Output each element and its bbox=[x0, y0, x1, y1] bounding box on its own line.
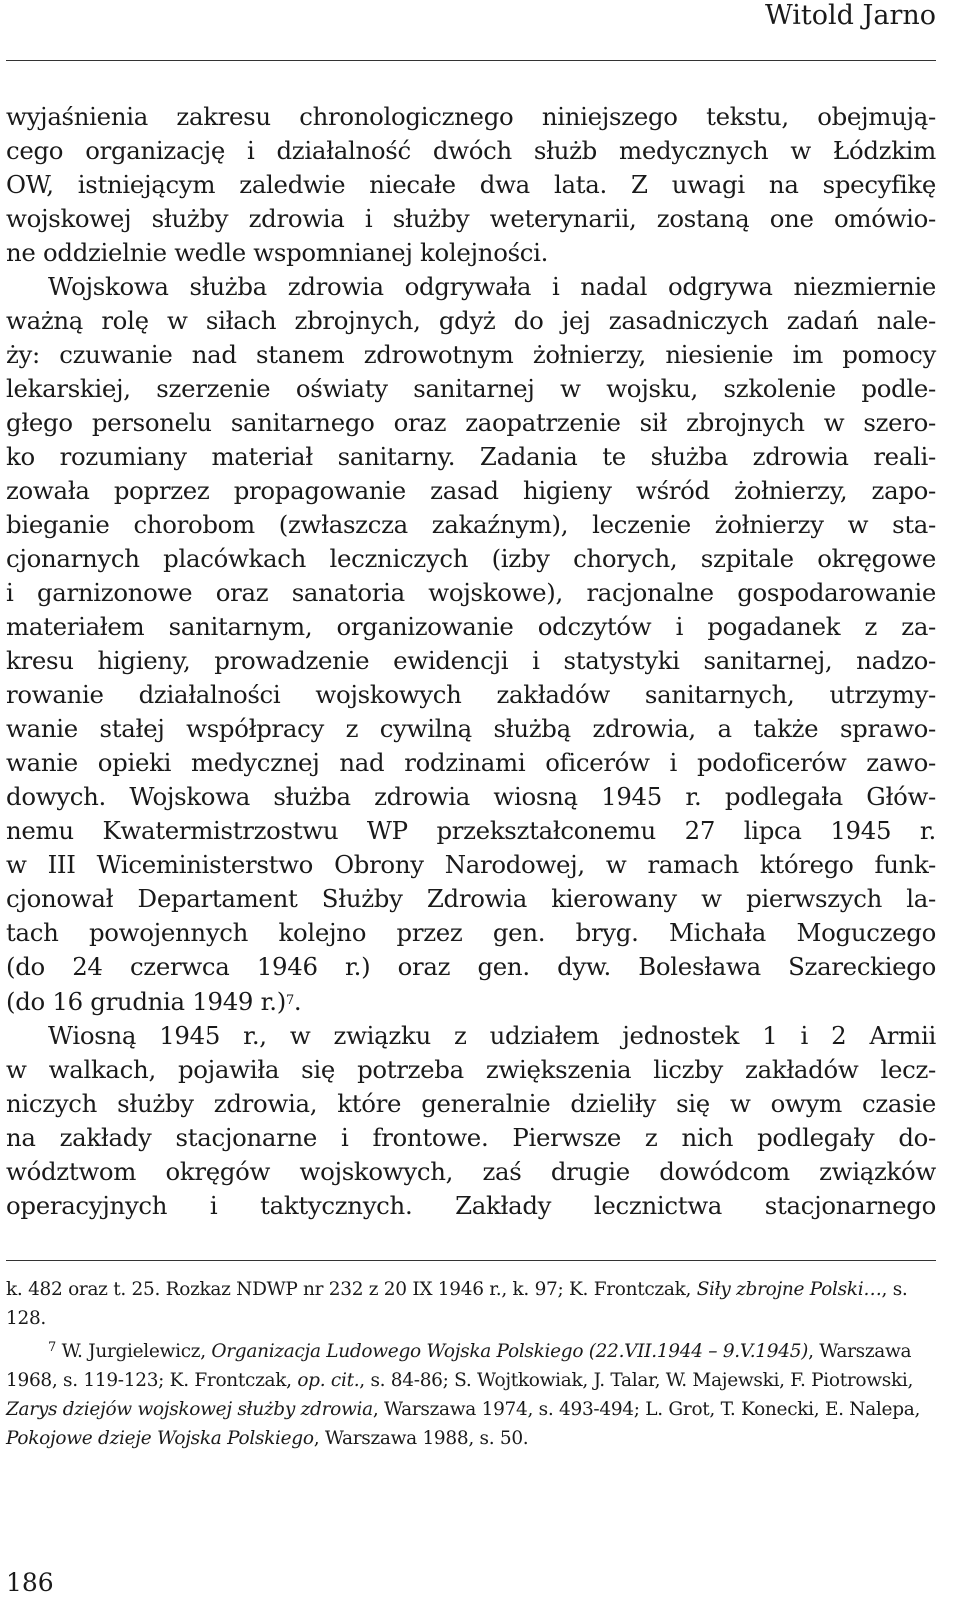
text-line-with-footnote-ref bbox=[6, 984, 936, 1019]
footnote-7 bbox=[6, 1333, 936, 1453]
footnote-number: 7 bbox=[48, 1340, 56, 1355]
footnote-title: Zarys dziejów wojskowej służby zdrowia bbox=[6, 1399, 373, 1420]
text-line: wanie stałej współpracy z cywilną służbą zdrowia, a także sprawo- bbox=[6, 714, 936, 743]
text-line: bieganie chorobom (zwłaszcza zakaźnym), leczenie żołnierzy w sta- bbox=[6, 510, 936, 539]
footnote-rule bbox=[6, 1260, 936, 1261]
text-segment: . bbox=[293, 987, 302, 1016]
text-line: ko rozumiany materiał sanitarny. Zadania te służba zdrowia reali- bbox=[6, 442, 936, 471]
footnote-text: , Warszawa 1974, s. 493-494; L. Grot, T. Konecki, E. Nalepa, bbox=[372, 1399, 921, 1420]
text-line: OW, istniejącym zaledwie niecałe dwa lata. Z uwagi na specyfikę bbox=[6, 170, 936, 199]
text-line: operacyjnych i taktycznych. Zakłady lecznictwa stacjonarnego bbox=[6, 1191, 936, 1220]
text-line: wojskowej służby zdrowia i służby weterynarii, zostaną one omówio- bbox=[6, 204, 936, 233]
text-line: wanie opieki medycznej nad rodzinami oficerów i podoficerów zawo- bbox=[6, 748, 936, 777]
text-line: dowych. Wojskowa służba zdrowia wiosną 1945 r. podlegała Głów- bbox=[6, 782, 936, 811]
text-line: (do 24 czerwca 1946 r.) oraz gen. dyw. Bolesława Szareckiego bbox=[6, 952, 936, 981]
text-line: materiałem sanitarnym, organizowanie odczytów i pogadanek z za- bbox=[6, 612, 936, 641]
footnote-text: , Warszawa 1968, s. 119-123; K. Frontczak, bbox=[6, 1341, 912, 1391]
footnote-text: k. 482 oraz t. 25. Rozkaz NDWP nr 232 z 20 IX 1946 r., k. 97; K. Frontczak, bbox=[6, 1279, 697, 1300]
footnote-title: Siły zbrojne Polski… bbox=[696, 1279, 882, 1300]
text-line: cjonarnych placówkach leczniczych (izby chorych, szpitale okręgowe bbox=[6, 544, 936, 573]
text-line: w III Wiceministerstwo Obrony Narodowej, w ramach którego funk- bbox=[6, 850, 936, 879]
footnote-ref-7[interactable]: 7 bbox=[285, 993, 294, 1008]
text-line: wyjaśnienia zakresu chronologicznego niniejszego tekstu, obejmują- bbox=[6, 102, 936, 131]
text-line: nemu Kwatermistrzostwu WP przekształconemu 27 lipca 1945 r. bbox=[6, 816, 936, 845]
text-line: niczych służby zdrowia, które generalnie dzieliły się w owym czasie bbox=[6, 1089, 936, 1118]
text-line: na zakłady stacjonarne i frontowe. Pierwsze z nich podlegały do- bbox=[6, 1123, 936, 1152]
footnote-title: Organizacja Ludowego Wojska Polskiego (22.VII.1944 – 9.V.1945) bbox=[211, 1341, 809, 1362]
footnote-continuation bbox=[6, 1275, 936, 1333]
footnote-title: Pokojowe dzieje Wojska Polskiego bbox=[6, 1428, 314, 1449]
text-line: ne oddzielnie wedle wspomnianej kolejności. bbox=[6, 238, 549, 267]
paragraph-start-line: Wojskowa służba zdrowia odgrywała i nadal odgrywa niezmiernie bbox=[48, 272, 936, 301]
footnotes bbox=[6, 1275, 936, 1453]
footnote-opcit: op. cit. bbox=[297, 1370, 360, 1391]
footnote-text: , s. 128. bbox=[6, 1279, 908, 1329]
text-line: lekarskiej, szerzenie oświaty sanitarnej w wojsku, szkolenie podle- bbox=[6, 374, 936, 403]
running-head: Witold Jarno bbox=[765, 0, 936, 31]
footnote-text: , Warszawa 1988, s. 50. bbox=[313, 1428, 529, 1449]
text-line: zowała poprzez propagowanie zasad higieny wśród żołnierzy, zapo- bbox=[6, 476, 936, 505]
text-segment: (do 16 grudnia 1949 r.) bbox=[6, 987, 286, 1016]
footnote-text: , s. 84-86; S. Wojtkowiak, J. Talar, W. Majewski, F. Piotrowski, bbox=[359, 1370, 914, 1391]
footnote-text: W. Jurgielewicz, bbox=[55, 1341, 212, 1362]
body-text bbox=[6, 100, 936, 1223]
page-number: 186 bbox=[6, 1568, 54, 1597]
text-line: ży: czuwanie nad stanem zdrowotnym żołnierzy, niesienie im pomocy bbox=[6, 340, 936, 369]
text-line: ważną rolę w siłach zbrojnych, gdyż do jej zasadniczych zadań nale- bbox=[6, 306, 936, 335]
header-rule bbox=[6, 60, 936, 61]
paragraph-start-line: Wiosną 1945 r., w związku z udziałem jednostek 1 i 2 Armii bbox=[48, 1021, 936, 1050]
text-line: rowanie działalności wojskowych zakładów sanitarnych, utrzymy- bbox=[6, 680, 936, 709]
text-line: kresu higieny, prowadzenie ewidencji i statystyki sanitarnej, nadzo- bbox=[6, 646, 936, 675]
text-line: głego personelu sanitarnego oraz zaopatrzenie sił zbrojnych w szero- bbox=[6, 408, 936, 437]
text-line: cego organizację i działalność dwóch służb medycznych w Łódzkim bbox=[6, 136, 936, 165]
text-line: i garnizonowe oraz sanatoria wojskowe), racjonalne gospodarowanie bbox=[6, 578, 936, 607]
text-line: tach powojennych kolejno przez gen. bryg. Michała Moguczego bbox=[6, 918, 936, 947]
text-line: cjonował Departament Służby Zdrowia kierowany w pierwszych la- bbox=[6, 884, 936, 913]
text-line: wództwom okręgów wojskowych, zaś drugie dowódcom związków bbox=[6, 1157, 936, 1186]
text-line: w walkach, pojawiła się potrzeba zwiększenia liczby zakładów lecz- bbox=[6, 1055, 936, 1084]
